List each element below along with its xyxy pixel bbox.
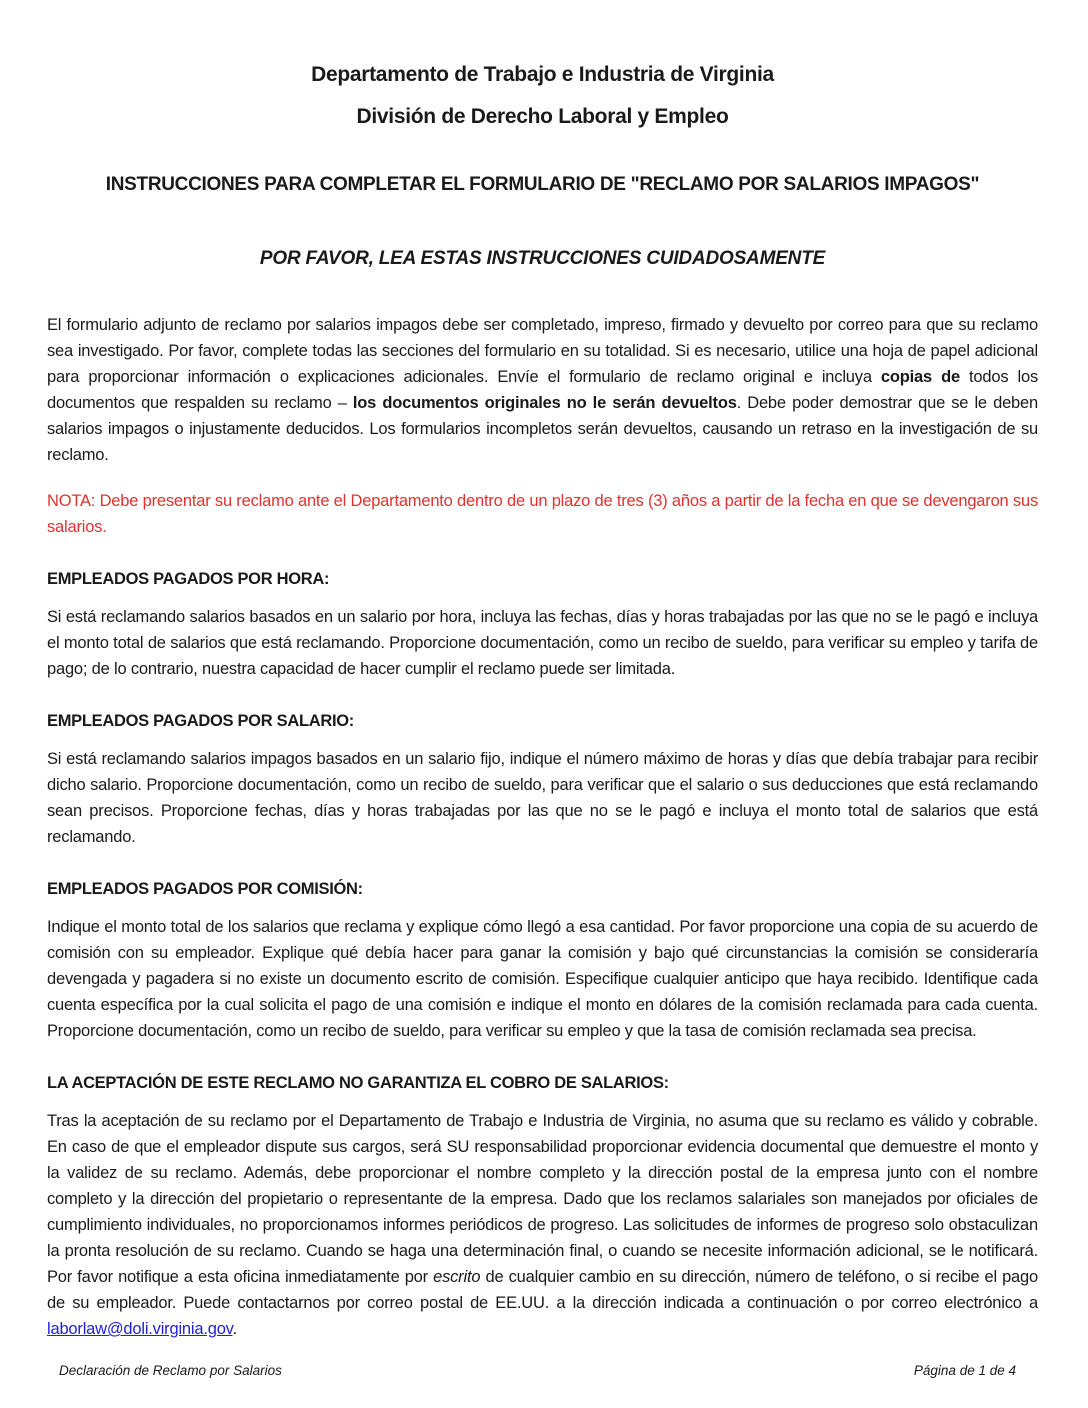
intro-bold-copies: copias de [880,368,960,386]
intro-bold-originals: los documentos originales no le serán devueltos [352,394,737,412]
footer-page-number: Página de 1 de 4 [913,1363,1016,1378]
intro-paragraph [47,312,1038,468]
division-subtitle: División de Derecho Laboral y Empleo [356,105,729,128]
hourly-paragraph: Si está reclamando salarios basados en un salario por hora, incluya las fechas, días y horas trabajadas por las que no se le pagó e incluya el monto total de salarios que está reclamando. Proporcione documentación, como un recibo de sueldo, para verificar su empleo y tarifa de pago; de lo contrario, nuestra capacidad de hacer cumplir el reclamo puede ser limitada. [47,608,1038,678]
document-header [47,54,1038,138]
intro-text: . Debe poder demostrar que se le deben salarios impagos o injustamente deducidos. Los formularios incompletos serán devueltos, causando un retraso en la investigación de su reclamo. [47,394,1038,464]
read-carefully-notice: POR FAVOR, LEA ESTAS INSTRUCCIONES CUIDADOSAMENTE [259,248,826,269]
acceptance-text: . [232,1320,237,1338]
intro-text: El formulario adjunto de reclamo por salarios impagos debe ser completado, impreso, firmado y devuelto por correo para que su reclamo sea investigado. Por favor, complete todas las secciones del formulario en su totalidad. Si es necesario, utilice una hoja de papel adicional para proporcionar información o explicaciones adicionales. Envíe el formulario de reclamo original e incluya [47,316,1038,386]
section-heading-acceptance: LA ACEPTACIÓN DE ESTE RECLAMO NO GARANTIZA EL COBRO DE SALARIOS: [47,1074,669,1092]
commission-paragraph: Indique el monto total de los salarios que reclama y explique cómo llegó a esa cantidad. Por favor proporcione una copia de su acuerdo de comisión con su empleador. Explique qué debía hacer para ganar la comisión y bajo qué circunstancias la comisión se consideraría devengada y pagadera si no existe un documento escrito de comisión. Especifique cualquier anticipo que haya recibido. Identifique cada cuenta específica por la cual solicita el pago de una comisión e indique el monto en dólares de la comisión reclamada para cada cuenta. Proporcione documentación, como un recibo de sueldo, para verificar su empleo y que la tasa de comisión reclamada sea precisa. [47,918,1038,1040]
section-heading-hourly: EMPLEADOS PAGADOS POR HORA: [47,570,330,588]
salary-paragraph: Si está reclamando salarios impagos basados en un salario fijo, indique el número máximo de horas y días que debía trabajar para recibir dicho salario. Proporcione documentación, como un recibo de sueldo, para verificar que el salario o sus deducciones que está reclamando sean precisos. Proporcione fechas, días y horas trabajadas por las que no se le pagó e incluya el monto total de salarios que está reclamando. [47,750,1038,846]
page-footer [47,1362,1038,1380]
footer-document-title: Declaración de Reclamo por Salarios [59,1363,282,1378]
acceptance-paragraph [47,1108,1038,1342]
email-link[interactable]: laborlaw@doli.virginia.gov [47,1320,233,1338]
section-heading-salary: EMPLEADOS PAGADOS POR SALARIO: [47,712,354,730]
deadline-note: NOTA: Debe presentar su reclamo ante el Departamento dentro de un plazo de tres (3) años a partir de la fecha en que se devengaron sus salarios. [47,492,1038,536]
section-heading-commission: EMPLEADOS PAGADOS POR COMISIÓN: [47,880,363,898]
intro-text: todos los documentos que respalden su reclamo – [47,368,1038,412]
acceptance-text: Tras la aceptación de su reclamo por el Departamento de Trabajo e Industria de Virginia, no asuma que su reclamo es válido y cobrable. En caso de que el empleador dispute sus cargos, será SU responsabilidad proporcionar evidencia documental que demuestre el monto y la validez de su reclamo. Además, debe proporcionar el nombre completo y la dirección postal de la empresa junto con el nombre completo y la dirección del propietario o representante de la empresa. Dado que los reclamos salariales son manejados por oficiales de cumplimiento individuales, no proporcionamos informes periódicos de progreso. Las solicitudes de informes de progreso solo obstaculizan la pronta resolución de su reclamo. Cuando se haga una determinación final, o cuando se necesite información adicional, se le notificará. Por favor notifique a esta oficina inmediatamente por [47,1112,1038,1286]
acceptance-italic-escrito: escrito [433,1268,481,1286]
page-title: Departamento de Trabajo e Industria de Virginia [311,63,774,86]
instructions-heading: INSTRUCCIONES PARA COMPLETAR EL FORMULARIO DE "RECLAMO POR SALARIOS IMPAGOS" [105,174,980,195]
acceptance-text: de cualquier cambio en su dirección, número de teléfono, o si recibe el pago de su empleador. Puede contactarnos por correo postal de EE.UU. a la dirección indicada a continuación o por correo electrónico a [47,1268,1038,1312]
